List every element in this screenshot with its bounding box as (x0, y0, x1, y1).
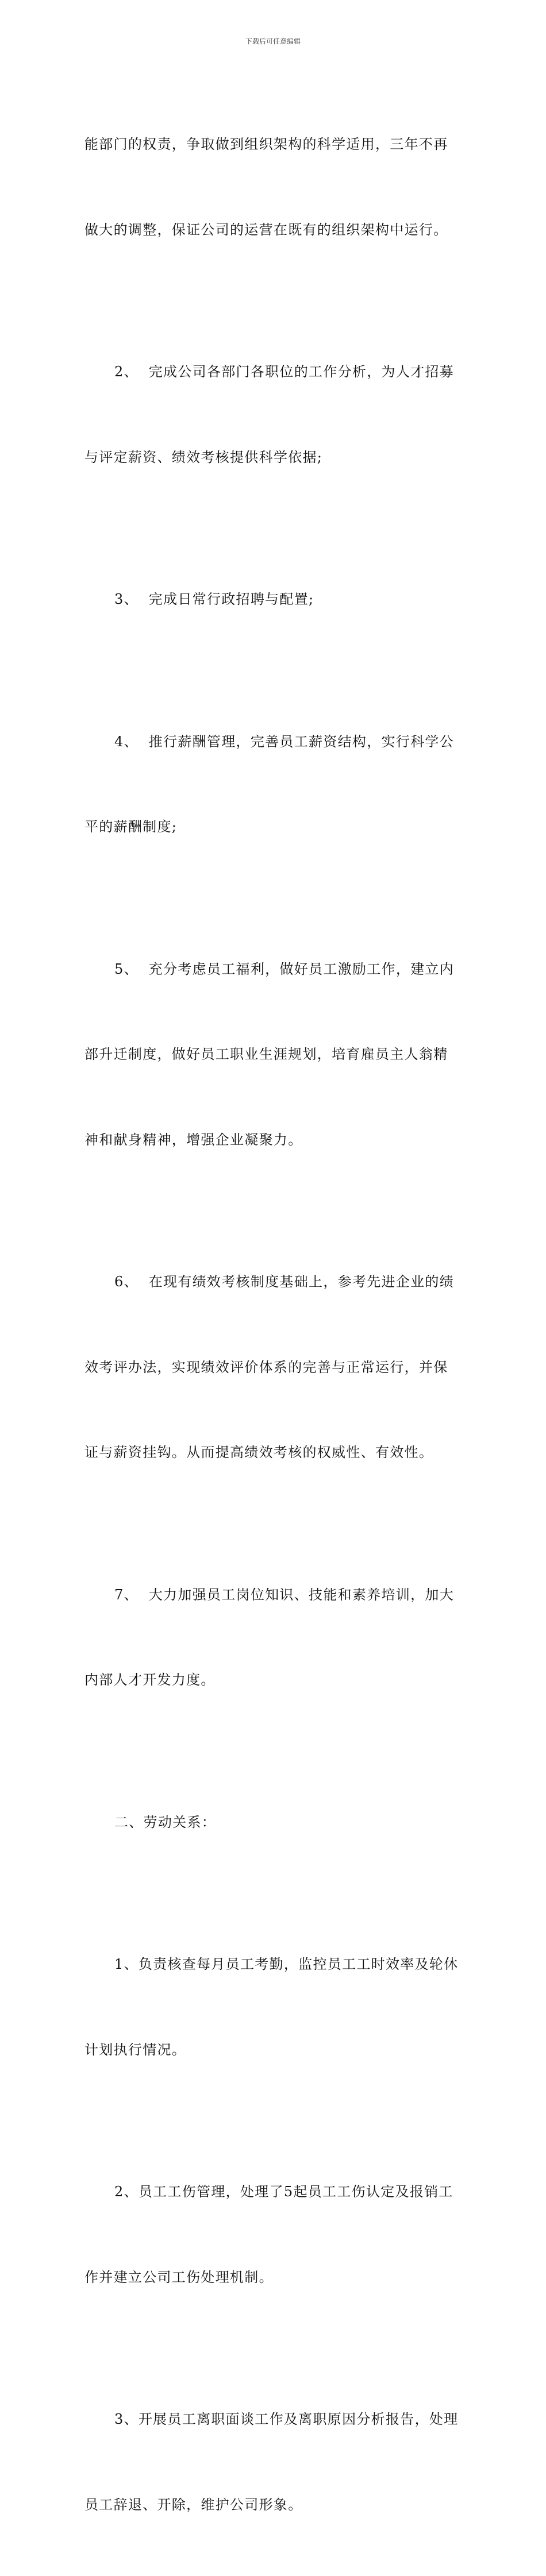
text-line: 平的薪酬制度; (84, 819, 178, 835)
paragraph (84, 74, 470, 301)
text-line: 员工辞退、开除，维护公司形象。 (84, 2496, 303, 2513)
page-header-note: 下载后可任意编辑 (245, 37, 301, 45)
text-line: 4、 推行薪酬管理，完善员工薪资结构，实行科学公 (114, 733, 455, 750)
text-line: 内部人才开发力度。 (84, 1672, 216, 1688)
text-line: 部升迁制度，做好员工职业生涯规划，培育雇员主人翁精 (84, 1046, 448, 1062)
list-item-5 (84, 898, 470, 1212)
text-line: 证与薪资挂钩。从而提高绩效考核的权威性、有效性。 (84, 1444, 434, 1460)
labor-item-2 (84, 2121, 470, 2349)
section-heading-labor-relations (84, 1752, 470, 1894)
text-line: 做大的调整，保证公司的运营在既有的组织架构中运行。 (84, 221, 448, 238)
document-body (84, 74, 470, 2576)
labor-item-1 (84, 1894, 470, 2121)
text-line: 3、 完成日常行政招聘与配置; (114, 591, 314, 607)
text-line: 效考评办法，实现绩效评价体系的完善与正常运行，并保 (84, 1359, 448, 1375)
text-line: 能部门的权责，争取做到组织架构的科学适用，三年不再 (84, 136, 448, 152)
list-item-4 (84, 671, 470, 898)
list-item-7 (84, 1524, 470, 1752)
text-line: 7、 大力加强员工岗位知识、技能和素养培训，加大 (114, 1586, 455, 1603)
text-line: 计划执行情况。 (84, 2041, 187, 2058)
text-line: 神和献身精神，增强企业凝聚力。 (84, 1131, 303, 1148)
labor-item-3 (84, 2349, 470, 2576)
list-item-2 (84, 301, 470, 529)
text-line: 作并建立公司工伤处理机制。 (84, 2269, 274, 2285)
list-item-6 (84, 1211, 470, 1524)
text-line: 3、开展员工离职面谈工作及离职原因分析报告，处理 (114, 2411, 459, 2427)
text-line: 二、劳动关系： (114, 1814, 217, 1830)
text-line: 1、负责核查每月员工考勤，监控员工工时效率及轮休 (114, 1956, 459, 1972)
text-line: 5、 充分考虑员工福利，做好员工激励工作，建立内 (114, 961, 455, 977)
text-line: 6、 在现有绩效考核制度基础上，参考先进企业的绩 (114, 1274, 455, 1290)
list-item-3 (84, 529, 470, 671)
text-line: 2、 完成公司各部门各职位的工作分析，为人才招募 (114, 364, 455, 380)
text-line: 与评定薪资、绩效考核提供科学依据; (84, 449, 323, 465)
text-line: 2、员工工伤管理，处理了5起员工工伤认定及报销工 (114, 2184, 453, 2200)
